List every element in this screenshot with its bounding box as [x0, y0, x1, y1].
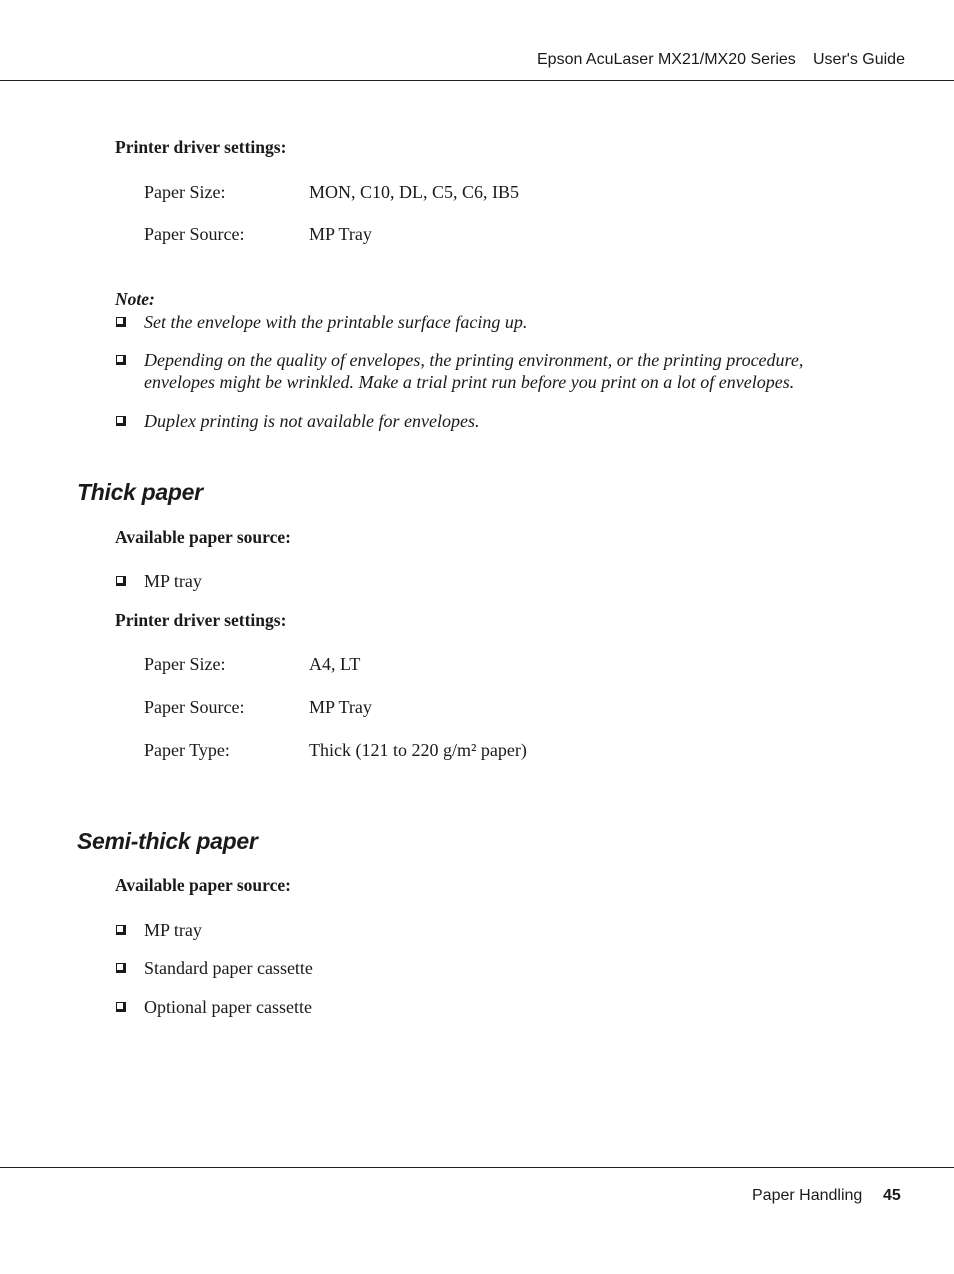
thick-paper-title: Thick paper: [77, 479, 203, 505]
note-item: Duplex printing is not available for envelopes.: [144, 411, 480, 431]
checkbox-bullet-icon: [116, 1002, 126, 1012]
envelope-settings-heading: Printer driver settings:: [115, 137, 287, 157]
thick-type-value: Thick (121 to 220 g/m² paper): [309, 740, 527, 760]
semi-thick-source-heading: Available paper source:: [115, 875, 291, 895]
thick-source-item: MP tray: [144, 571, 202, 591]
envelope-source-label: Paper Source:: [144, 224, 245, 244]
header-product: Epson AcuLaser MX21/MX20 Series: [537, 51, 796, 68]
note-title: Note:: [115, 289, 155, 309]
thick-size-label: Paper Size:: [144, 654, 226, 674]
checkbox-bullet-icon: [116, 576, 126, 586]
envelope-size-label: Paper Size:: [144, 182, 226, 202]
checkbox-bullet-icon: [116, 317, 126, 327]
thick-source-heading: Available paper source:: [115, 527, 291, 547]
thick-source-label: Paper Source:: [144, 697, 245, 717]
footer-rule: [0, 1167, 954, 1168]
thick-type-label: Paper Type:: [144, 740, 230, 760]
checkbox-bullet-icon: [116, 963, 126, 973]
checkbox-bullet-icon: [116, 355, 126, 365]
thick-settings-heading: Printer driver settings:: [115, 610, 287, 630]
note-item-continuation: envelopes might be wrinkled. Make a trial print run before you print on a lot of envelopes.: [144, 372, 795, 392]
semi-thick-source-item: Optional paper cassette: [144, 997, 312, 1017]
semi-thick-source-item: MP tray: [144, 920, 202, 940]
thick-size-value: A4, LT: [309, 654, 361, 674]
checkbox-bullet-icon: [116, 416, 126, 426]
page-number: 45: [883, 1187, 901, 1204]
envelope-source-value: MP Tray: [309, 224, 372, 244]
checkbox-bullet-icon: [116, 925, 126, 935]
note-item: Set the envelope with the printable surface facing up.: [144, 312, 528, 332]
footer-section: Paper Handling: [752, 1187, 863, 1204]
semi-thick-paper-title: Semi-thick paper: [77, 828, 258, 854]
header-rule: [0, 80, 954, 81]
note-item: Depending on the quality of envelopes, the printing environment, or the printing procedure,: [144, 350, 804, 370]
semi-thick-source-item: Standard paper cassette: [144, 958, 313, 978]
envelope-size-value: MON, C10, DL, C5, C6, IB5: [309, 182, 520, 202]
thick-source-value: MP Tray: [309, 697, 372, 717]
header-guide: User's Guide: [813, 51, 905, 68]
